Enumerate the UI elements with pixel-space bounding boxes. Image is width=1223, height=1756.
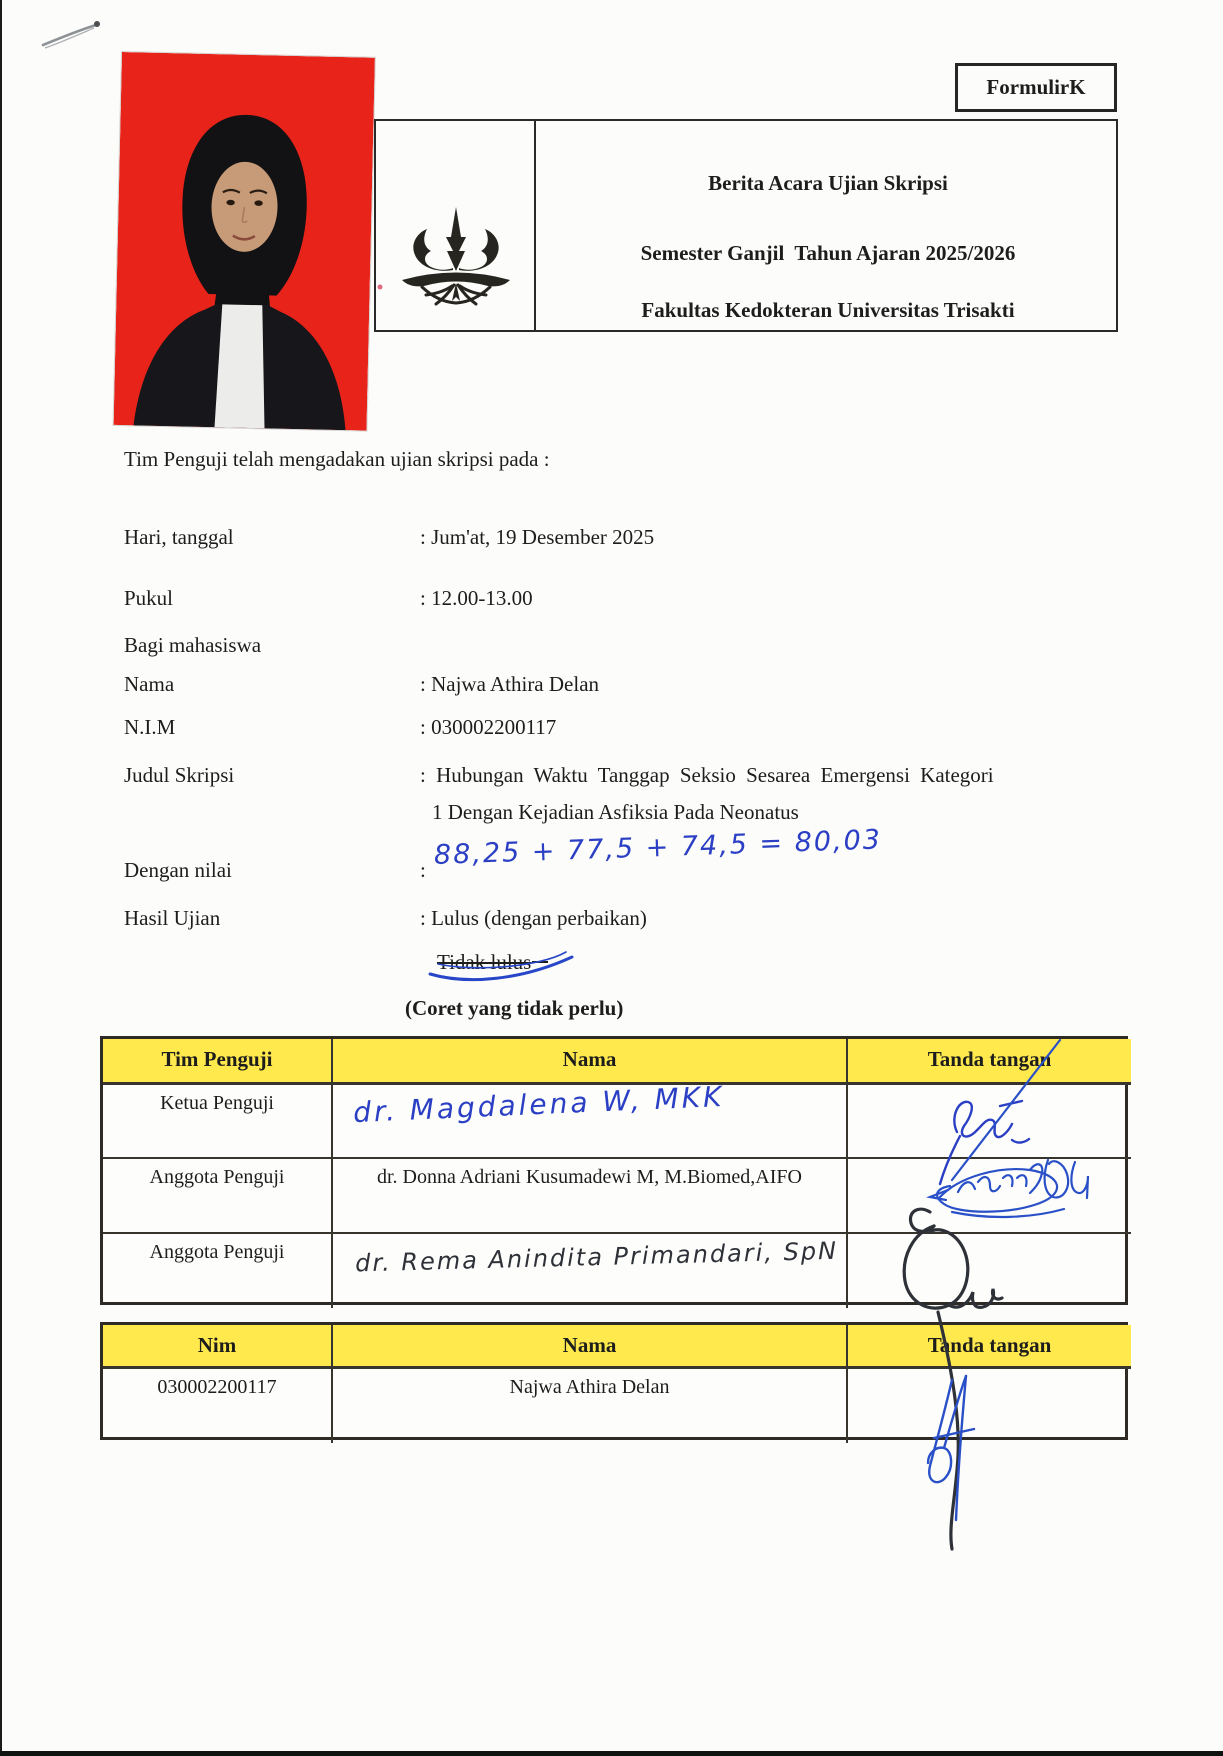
stray-pen-mark [43,21,100,48]
field-label-bagi-mahasiswa: Bagi mahasiswa [124,633,262,657]
student-header-name: Nama [333,1325,848,1369]
field-label-nama: Nama [124,672,175,696]
field-label-pukul: Pukul [124,586,174,610]
trisakti-logo [396,207,516,307]
examiner-row-name [333,1079,848,1159]
student-photo [114,52,375,431]
intro-text: Tim Penguji telah mengadakan ujian skripsi pada : [124,447,550,471]
field-value-hasil: : Lulus (dengan perbaikan) [420,906,647,930]
field-value-judul-line2: 1 Dengan Kejadian Asfiksia Pada Neonatus [432,800,799,824]
field-value-nama: : Najwa Athira Delan [420,672,600,696]
form-code-label: FormulirK [986,75,1086,99]
scan-edge-bottom [0,1751,1223,1756]
examiner-row-role: Ketua Penguji [103,1085,333,1159]
student-row-name: Najwa Athira Delan [333,1369,848,1443]
field-label-judul: Judul Skripsi [124,763,235,787]
document-header-box [374,119,1118,332]
examiner-header-signature: Tanda tangan [848,1039,1131,1085]
logo-cell [376,121,536,330]
header-title-line1: Berita Acara Ujian Skripsi [708,171,948,195]
examiner-row-signature-area [848,1085,1131,1159]
examiner-row-role: Anggota Penguji [103,1234,333,1308]
field-label-nilai: Dengan nilai [124,858,232,882]
handwritten-grade-value: 88,25 + 77,5 + 74,5 = 80,03 [433,824,883,871]
handwritten-examiner-name: dr. Magdalena W, MKK [352,1079,726,1130]
title-cell [538,121,1118,330]
student-header-nim: Nim [103,1325,333,1369]
scan-edge-left [0,0,2,1756]
header-title-line3: Fakultas Kedokteran Universitas Trisakti [641,298,1015,322]
field-value-judul-line1: : Hubungan Waktu Tanggap Seksio Sesarea Emergensi Kategori [420,763,994,787]
field-value-hari: : Jum'at, 19 Desember 2025 [420,525,655,549]
field-label-hari: Hari, tanggal [124,525,234,549]
field-value-pukul: : 12.00-13.00 [420,586,533,610]
form-code-box [955,63,1117,112]
student-table [100,1322,1128,1440]
field-label-hasil: Hasil Ujian [124,906,221,930]
field-value-nim: : 030002200117 [420,715,557,739]
handwritten-examiner-name: dr. Rema Anindita Primandari, SpN [354,1236,839,1278]
examiner-header-name: Nama [333,1039,848,1085]
struck-option-tidak-lulus: Tidak lulus [437,950,548,975]
examiner-header-role: Tim Penguji [103,1039,333,1085]
examiner-row-role: Anggota Penguji [103,1159,333,1234]
note-coret: (Coret yang tidak perlu) [405,996,624,1020]
student-row-signature-area [848,1369,1131,1443]
examiner-table [100,1036,1128,1305]
field-label-nim: N.I.M [124,715,176,739]
examiner-row-name: dr. Donna Adriani Kusumadewi M, M.Biomed,AIFO [333,1159,848,1234]
examiner-row-signature-area [848,1234,1131,1308]
header-title-line2: Semester Ganjil Tahun Ajaran 2025/2026 [640,241,1016,265]
student-header-signature: Tanda tangan [848,1325,1131,1369]
examiner-row-signature-area [848,1159,1131,1234]
examiner-row-name [333,1234,848,1308]
student-photo-graphic [114,52,375,431]
field-colon-nilai: : [420,858,426,882]
student-row-nim: 030002200117 [103,1369,333,1443]
